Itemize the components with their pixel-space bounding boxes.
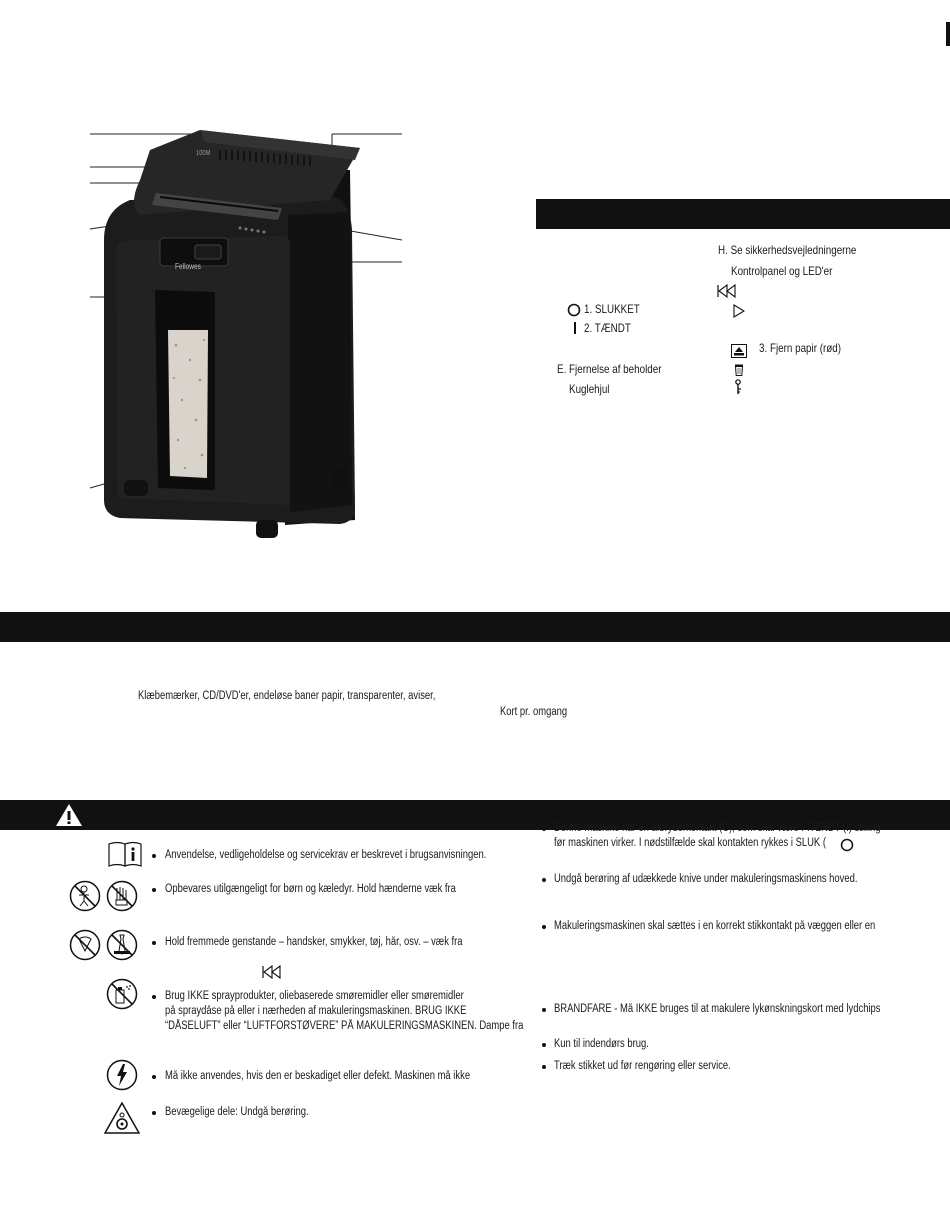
bin-icon [734, 364, 744, 376]
reverse-icon [717, 284, 737, 298]
control-panel-label: Kontrolpanel og LED'er [731, 264, 833, 278]
brand-label: Fellowes [175, 262, 201, 271]
safety-left-item-4-line-3: “DÅSELUFT” eller “LUFTFORSTØVERE” PÅ MAKULERINGSMASKINEN. Dampe fra [165, 1020, 524, 1032]
bullet [542, 827, 546, 831]
bullet [152, 888, 156, 892]
controls-header-bar [536, 199, 950, 229]
safety-right-item-4: BRANDFARE - Må IKKE bruges til at makulere lykønskningskort med lydchips [554, 1003, 881, 1015]
on-icon [574, 322, 576, 334]
remove-paper-label: 3. Fjern papir (rød) [759, 341, 842, 355]
manual-info-icon [108, 841, 142, 867]
h-label: H. Se sikkerhedsvejledningerne [718, 243, 857, 257]
safety-left-item-1: Anvendelse, vedligeholdelse og servicekrav er beskrevet i brugsanvisningen. [165, 849, 487, 861]
safety-left-item-2: Opbevares utilgængeligt for børn og kæledyr. Hold hænderne væk fra [165, 883, 456, 895]
bullet [542, 1043, 546, 1047]
reverse-icon [262, 965, 282, 979]
safety-left-item-4-line-2: på spraydåse på eller i nærheden af makuleringsmaskinen. BRUG IKKE [165, 1005, 467, 1017]
bullet [152, 1111, 156, 1115]
page-tab-marker [946, 22, 950, 46]
capacity-header-bar [0, 612, 950, 642]
forward-icon [733, 304, 745, 318]
warning-triangle-icon [55, 803, 83, 827]
safety-left-item-5: Må ikke anvendes, hvis den er beskadiget eller defekt. Maskinen må ikke [165, 1070, 471, 1082]
e-label: E. Fjernelse af beholder [557, 362, 662, 376]
no-hands-icon [106, 880, 138, 912]
bullet [152, 854, 156, 858]
safety-left-item-3: Hold fremmede genstande – handsker, smykker, tøj, hår, osv. – væk fra [165, 936, 463, 948]
model-label: 100M [196, 150, 211, 157]
safety-right-item-2: Undgå berøring af udækkede knive under makuleringsmaskinens hoved. [554, 873, 858, 885]
on-label: 2. TÆNDT [584, 321, 631, 335]
bullet [542, 925, 546, 929]
remove-paper-icon [731, 344, 747, 358]
shredder-drawing [0, 0, 420, 560]
safety-right-item-1-line-2: før maskinen virker. I nødstilfælde skal kontakten rykkes i SLUK ( [554, 837, 826, 849]
safety-left-item-6: Bevægelige dele: Undgå berøring. [165, 1106, 309, 1118]
no-children-icon [69, 880, 101, 912]
safety-right-item-5: Kun til indendørs brug. [554, 1038, 649, 1050]
off-icon [840, 838, 854, 852]
bullet [152, 1075, 156, 1079]
off-label: 1. SLUKKET [584, 302, 640, 316]
casters-label: Kuglehjul [569, 382, 610, 396]
bullet [542, 1065, 546, 1069]
safety-right-item-1-line-1: Denne maskine har en afbryderkontakt (C), som skal være i TÆNDT (I) stilling [554, 822, 881, 834]
avoid-text: Klæbemærker, CD/DVD'er, endeløse baner papir, transparenter, aviser, [138, 690, 436, 702]
moving-parts-icon [104, 1102, 140, 1134]
no-tie-icon [106, 929, 138, 961]
bullet [152, 941, 156, 945]
no-jewelry-icon [69, 929, 101, 961]
cards-per-pass-text: Kort pr. omgang [500, 706, 568, 718]
bullet [542, 1008, 546, 1012]
no-aerosol-icon [106, 978, 138, 1010]
safety-left-item-4-line-1: Brug IKKE sprayprodukter, oliebaserede smøremidler eller smøremidler [165, 990, 464, 1002]
safety-right-item-6: Træk stikket ud før rengøring eller service. [554, 1060, 731, 1072]
bullet [542, 878, 546, 882]
key-icon [735, 379, 743, 395]
safety-right-item-3: Makuleringsmaskinen skal sættes i en korrekt stikkontakt på væggen eller en [554, 920, 876, 932]
electric-hazard-icon [106, 1059, 138, 1091]
off-icon [567, 303, 581, 317]
bullet [152, 995, 156, 999]
